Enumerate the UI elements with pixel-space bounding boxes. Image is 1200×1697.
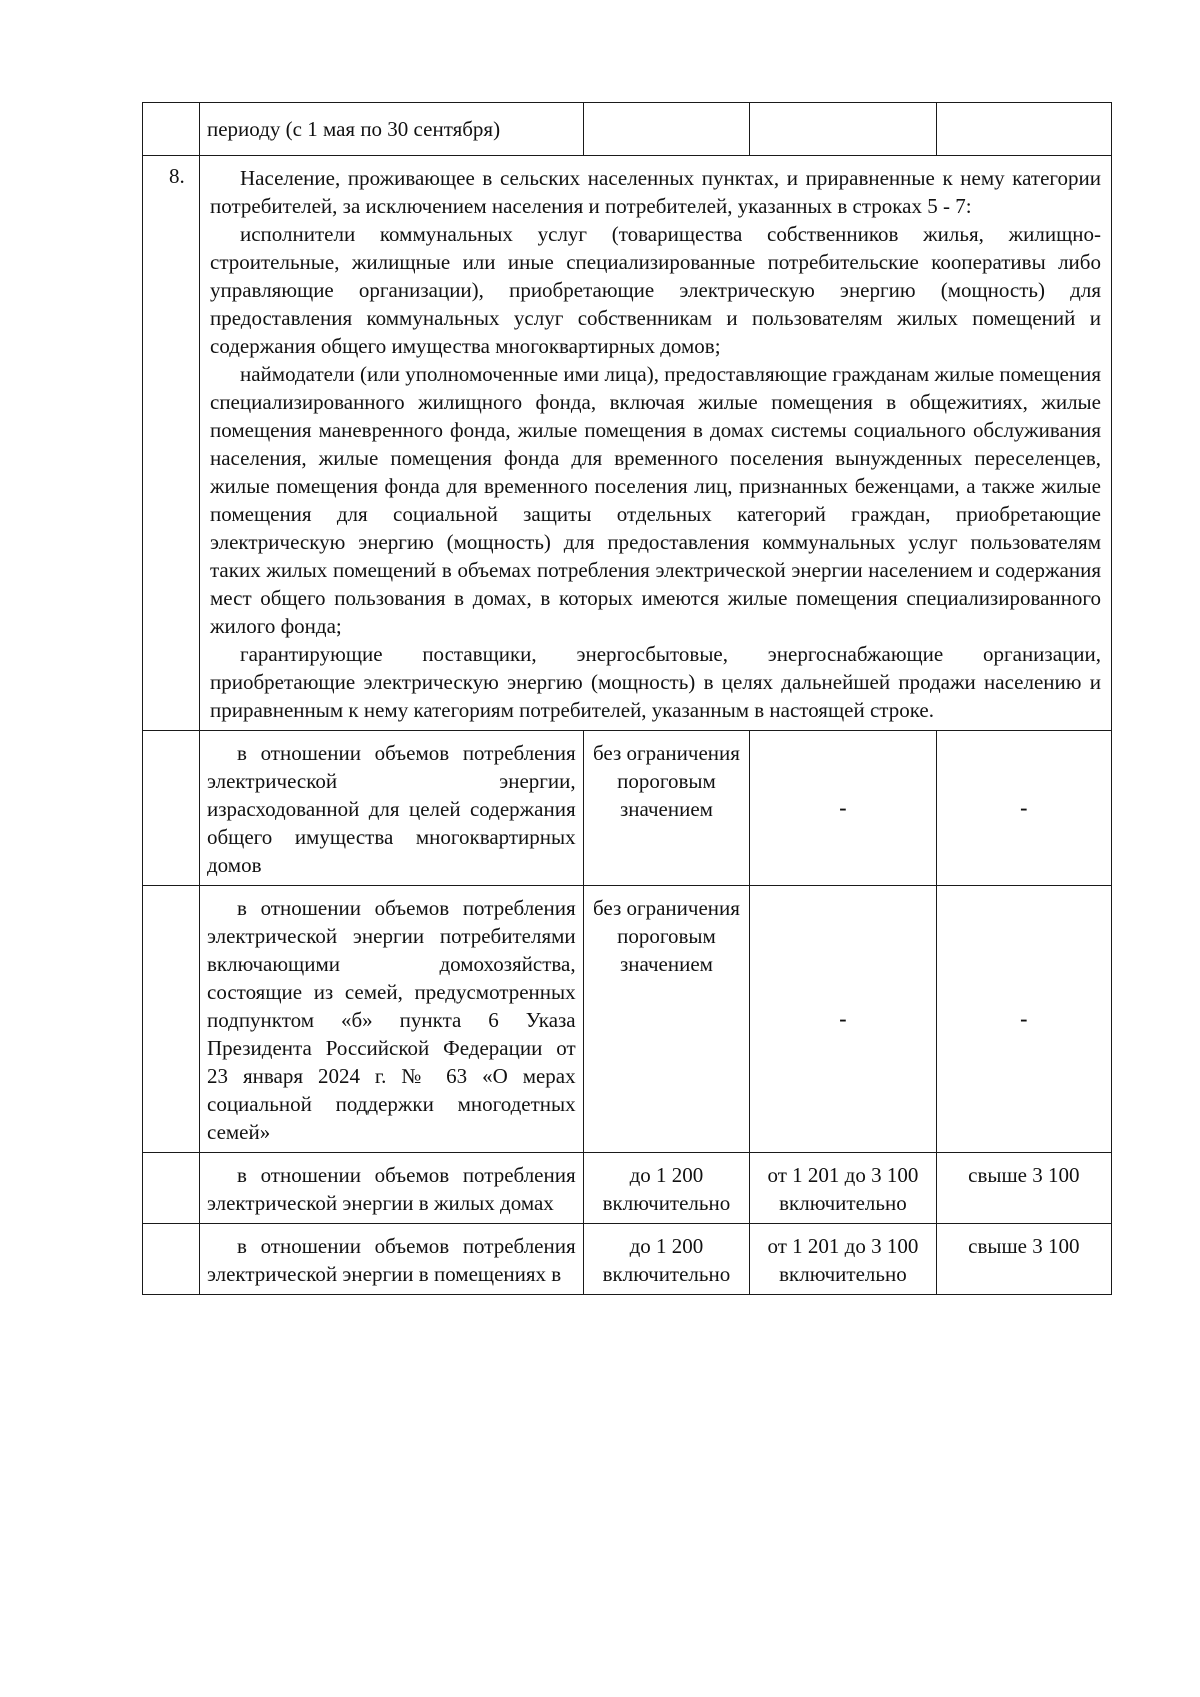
table-row-8 — [143, 156, 1112, 731]
range2-cell — [750, 103, 936, 156]
subrow-range3: свыше 3 100 — [936, 1153, 1111, 1224]
row-number-cell — [143, 1153, 200, 1224]
subrow-range3: - — [936, 886, 1111, 1153]
row-number-cell — [143, 886, 200, 1153]
subrow-range2: - — [750, 886, 936, 1153]
paragraph: наймодатели (или уполномоченные ими лица), предоставляющие гражданам жилые помещения специализированного жилищного фонда, включая жилые помещения в общежитиях, жилые помещения маневренного фонда, жилые помещения в домах системы социального обслуживания населения, жилые помещения фонда для временного поселения вынужденных переселенцев, жилые помещения фонда для временного поселения лиц, признанных беженцами, а также жилые помещения для социальной защиты отдельных категорий граждан, приобретающие электрическую энергию (мощность) для предоставления коммунальных услуг пользователям таких жилых помещений в объемах потребления электрической энергии населением и содержания мест общего пользования в домах, в которых имеются жилые помещения специализированного жилого фонда; — [210, 362, 1101, 638]
subrow-range2: от 1 201 до 3 100 включительно — [750, 1153, 936, 1224]
table-row — [143, 731, 1112, 886]
range1-cell — [583, 103, 750, 156]
subrow-range1: без ограничения пороговым значением — [583, 731, 750, 886]
row-8-description — [200, 156, 1112, 731]
subrow-description: в отношении объемов потребления электрической энергии, израсходованной для целей содержания общего имущества многоквартирных домов — [200, 731, 584, 886]
paragraph: Население, проживающее в сельских населенных пунктах, и приравненные к нему категории потребителей, за исключением населения и потребителей, указанных в строках 5 - 7: — [210, 166, 1101, 218]
subrow-range1: до 1 200 включительно — [583, 1224, 750, 1295]
subrow-description: в отношении объемов потребления электрической энергии в жилых домах — [200, 1153, 584, 1224]
tariff-table — [142, 102, 1112, 1295]
continuation-text: периоду (с 1 мая по 30 сентября) — [200, 103, 584, 156]
table-row — [143, 886, 1112, 1153]
subrow-range1: без ограничения пороговым значением — [583, 886, 750, 1153]
row-number-cell — [143, 1224, 200, 1295]
row-number-cell — [143, 103, 200, 156]
row-number: 8. — [143, 156, 200, 731]
subrow-range2: - — [750, 731, 936, 886]
table-row — [143, 1224, 1112, 1295]
subrow-range2: от 1 201 до 3 100 включительно — [750, 1224, 936, 1295]
subrow-range3: - — [936, 731, 1111, 886]
table-row-continuation — [143, 103, 1112, 156]
paragraph: гарантирующие поставщики, энергосбытовые, энергоснабжающие организации, приобретающие электрическую энергию (мощность) в целях дальнейшей продажи населению и приравненным к нему категориям потребителей, указанным в настоящей строке. — [210, 642, 1101, 722]
subrow-range1: до 1 200 включительно — [583, 1153, 750, 1224]
subrow-description: в отношении объемов потребления электрической энергии потребителями включающими домохозяйства, состоящие из семей, предусмотренных подпунктом «б» пункта 6 Указа Президента Российской Федерации от 23 января 2024 г. № 63 «О мерах социальной поддержки многодетных семей» — [200, 886, 584, 1153]
row-number-cell — [143, 731, 200, 886]
subrow-range3: свыше 3 100 — [936, 1224, 1111, 1295]
paragraph: исполнители коммунальных услуг (товарищества собственников жилья, жилищно-строительные, жилищные или иные специализированные потребительские кооперативы либо управляющие организации), приобретающие электрическую энергию (мощность) для предоставления коммунальных услуг собственникам и пользователям жилых помещений и содержания общего имущества многоквартирных домов; — [210, 222, 1101, 358]
range3-cell — [936, 103, 1111, 156]
table-row — [143, 1153, 1112, 1224]
subrow-description: в отношении объемов потребления электрической энергии в помещениях в — [200, 1224, 584, 1295]
